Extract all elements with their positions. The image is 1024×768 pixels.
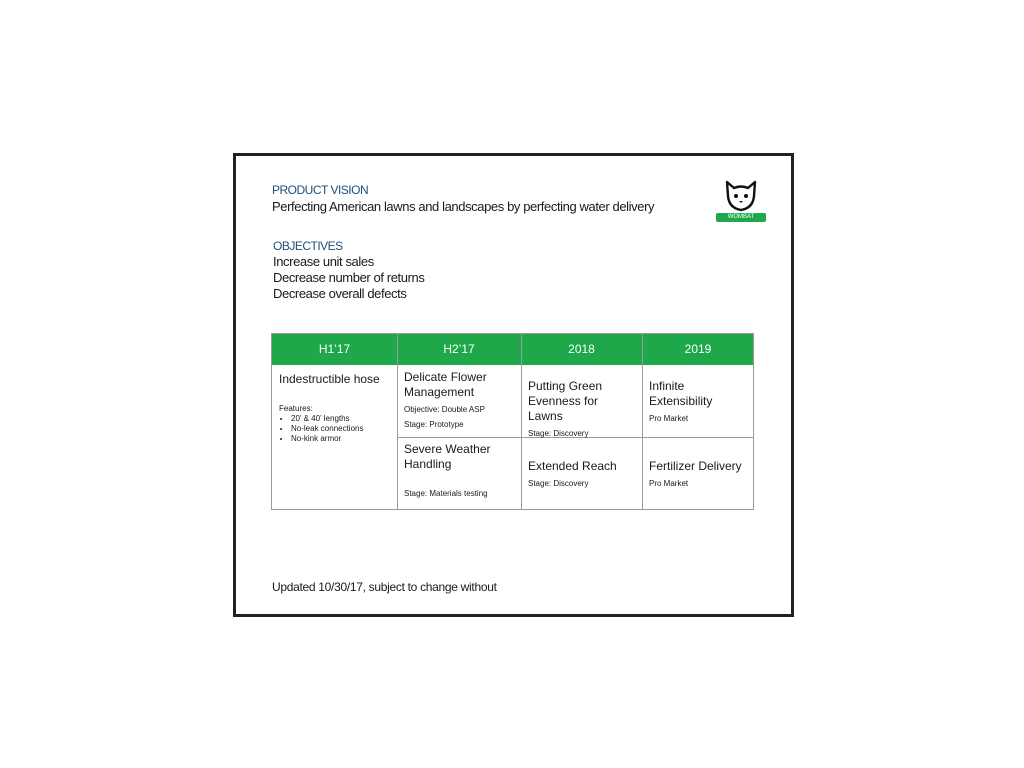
roadmap-item-severe-weather-handling xyxy=(397,442,521,499)
roadmap-item-putting-green-evenness xyxy=(521,379,642,439)
product-vision-statement: Perfecting American lawns and landscapes by perfecting water delivery xyxy=(272,199,655,214)
update-note: Updated 10/30/17, subject to change without xyxy=(272,580,497,594)
roadmap-slide xyxy=(233,153,794,617)
roadmap-item-delicate-flower-management xyxy=(397,370,521,430)
roadmap-item-indestructible-hose xyxy=(272,372,397,444)
features-list xyxy=(279,414,390,444)
item-stage: Stage: Prototype xyxy=(404,420,464,429)
item-objective: Objective: Double ASP xyxy=(404,405,485,414)
objective-item: Decrease number of returns xyxy=(273,270,425,285)
item-title: Putting Green Evenness for Lawns xyxy=(528,379,603,423)
item-title: Indestructible hose xyxy=(279,372,380,386)
item-title: Severe Weather Handling xyxy=(404,442,491,471)
item-title: Infinite Extensibility xyxy=(649,379,713,408)
item-title: Extended Reach xyxy=(528,459,617,473)
roadmap-item-extended-reach xyxy=(521,459,642,489)
roadmap-item-infinite-extensibility xyxy=(642,379,754,424)
feature-item: • No-leak connections xyxy=(291,424,390,434)
feature-item: • No-kink armor xyxy=(291,434,390,444)
feature-item: • 20’ & 40’ lengths xyxy=(291,414,390,424)
item-market: Pro Market xyxy=(649,479,689,488)
objectives-list xyxy=(273,254,424,302)
objective-item: Increase unit sales xyxy=(273,254,374,269)
cat-face-icon xyxy=(724,180,758,212)
roadmap-table xyxy=(271,333,754,510)
objectives-heading: OBJECTIVES xyxy=(273,239,343,253)
item-title: Fertilizer Delivery xyxy=(649,459,742,473)
product-vision-heading: PRODUCT VISION xyxy=(272,183,369,197)
roadmap-item-fertilizer-delivery xyxy=(642,459,754,489)
column-header-h1-17: H1’17 xyxy=(318,342,351,356)
item-stage: Stage: Materials testing xyxy=(404,489,488,498)
features-label: Features: xyxy=(279,404,313,413)
item-stage: Stage: Discovery xyxy=(528,479,589,488)
wombat-logo xyxy=(716,180,766,224)
column-header-2019: 2019 xyxy=(684,342,712,356)
roadmap-header-row xyxy=(272,334,753,365)
item-market: Pro Market xyxy=(649,414,689,423)
item-stage: Stage: Discovery xyxy=(528,429,589,438)
item-title: Delicate Flower Management xyxy=(404,370,487,399)
objective-item: Decrease overall defects xyxy=(273,286,407,301)
logo-label: WOMBAT xyxy=(716,213,766,222)
column-header-2018: 2018 xyxy=(568,342,595,356)
column-header-h2-17: H2’17 xyxy=(443,342,475,356)
